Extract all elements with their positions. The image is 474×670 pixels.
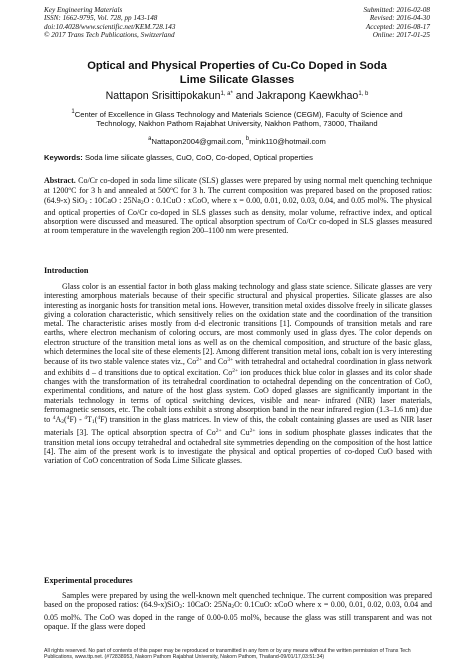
affiliation-line-1: Center of Excellence in Glass Technology and Materials Science (CEGM), Faculty of Science and [74,110,403,119]
email-b-sup: b [245,136,250,142]
intro-text-9: ( [94,415,98,425]
intro-text-3: with tetrahedral and octahedral coordination in glass network and exhibits d – d transitions due to optical excitation. Co [44,357,432,377]
intro-text-11: and Cu [221,428,250,438]
abstract-sub-1: 2 [84,199,88,206]
email-a-sup: a [148,136,152,142]
intro-sup-4: 4 [52,415,56,422]
abstract-sub-2: 2 [140,199,144,206]
journal-doi: doi:10.4028/www.scientific.net/KEM.728.143 [44,22,176,31]
introduction-heading: Introduction [44,266,89,275]
intro-text-2: and Co [202,357,228,367]
title-line-1: Optical and Physical Properties of Cu-Co Doped in Soda [87,60,387,72]
intro-sup-10: 2+ [215,428,222,435]
intro-sup-2: 3+ [227,357,234,364]
affiliation-sup: 1 [71,109,75,115]
abstract-label: Abstract. [44,176,76,185]
email-a[interactable]: Nattapon2004@gmail.com, [151,137,244,146]
intro-text-4: ion produces thick blue color in glasses and its color shade changes with the transformation of its tetrahedral coordination to octahedral depending on the concentration of CoO, experimental conditions, and nature of the host glass system. CoO doped glasses are significantly important in the materials technology in terms of optical switching devices, visible and near- infrared (NIR) laser materials, ferromagnetic sensors, etc. The cobalt ions exhibit a strong absorption band in the near infrared region (1.3–1.6 nm) due to [44,367,432,425]
author-2-sup: 1, b [358,91,369,97]
paper-title [40,60,434,87]
date-submitted: Submitted: 2016-02-08 [363,6,430,14]
intro-text-10: F) transition in the glass matrices. In view of this, the cobalt containing glasses are used as NIR laser materials [3]. The optical absorption spectra of Co [44,415,433,438]
journal-copyright: © 2017 Trans Tech Publications, Switzerland [44,30,175,39]
intro-sub-8: 1 [91,419,95,426]
intro-sup-6: 4 [66,415,70,422]
date-revised: Revised: 2016-04-30 [369,14,430,23]
date-accepted: Accepted: 2016-08-17 [365,22,430,31]
author-emails [40,135,434,146]
intro-sup-7: 4 [84,415,88,422]
experimental-paragraph [44,591,432,631]
abstract-text-5: O : 0.1CuO : xCoO, where x = 0.00, 0.01, 0.02, 0.03, 0.04, and 0.05 mol%. The physical and optical properties of Co/Cr co-doped in SLS glasses such as density, molar volume, refractive index, and optical absorption were discussed and measured. The optical absorption spectrum of Co/Cr co-doped in SLS glasses measured at room temperature in the wavelength region 200–1100 nm were presented. [44,195,432,236]
keywords-label: Keywords: [44,153,83,162]
introduction-paragraph [44,282,432,466]
intro-text-6: ( [64,415,67,425]
abstract [44,176,432,236]
copyright-footer: All rights reserved. No part of contents of this paper may be reproduced or transmitted in any form or by any means without the written permission of Trans Tech Publications, www.ttp.net. (#72838953, Nakorn Pathom Rajabhat University, Nakorn Pathom, Thailand-09/01/17,03:51:34) [44,648,411,661]
intro-text-5: A [55,415,62,425]
title-line-2: Lime Silicate Glasses [179,73,295,86]
abstract-text-2: C for 3 h and annealed at 500 [71,186,171,196]
exp-text-1: Samples were prepared by using the well-known melt quenched technique. The current composition was prepared based on the proposed ratios: (64.9-x)SiO [44,591,432,610]
date-online: Online: 2017-01-25 [372,30,430,39]
intro-sup-3: 2+ [232,367,239,374]
author-1-sup: 1, a* [220,91,233,97]
exp-sub-2: 2 [231,604,235,611]
abstract-text-3: C for 3 h. The current composition was prepared based on the proposed ratios: (64.9-x) SiO [44,186,433,205]
intro-sub-5: 2 [61,419,65,426]
affiliation [40,108,434,129]
abstract-text-1: Co/Cr co-doped in soda lime silicate (SLS) glasses were prepared by using normal melt quenching technique at 1200 [44,176,432,196]
author-1: Nattapon Srisittipokakun [105,90,221,102]
intro-text-1: Glass color is an essential factor in both glass making technology and glass state science. Silicate glasses are very interesting amorphous materials because of their specific structural and physical properties. Silicate glasses are also interesting as inorganic hosts for transition metal ions. However, transition metal oxides dissolve freely in silicate glasses giving a coloration characteristic, which sensitively relies on the oxidation state and the coordination of the transition metal. The characteristic arises mostly from d-d electronic transitions [1]. Compounds of transition metals and rare earths, where electron mechanism of coloring occurs, are most commonly used in glass dyes. The color depends on electron structure of the transition metal ions as well as on the chemical composition, and structure of the basic glass, which determines the local site of these elements [2]. Among different transition metal ions, cobalt ion is very interesting because of its two stable valence states viz., Co [44,282,432,367]
intro-sup-9: 4 [97,415,101,422]
abstract-text-4: : 10CaO : 25Na [87,195,141,205]
keywords-text: Soda lime silicate glasses, CuO, CoO, Co-doped, Optical properties [84,153,313,162]
exp-text-3: O: 0.1CuO: xCoO where x = 0.00, 0.01, 0.02, 0.03, 0.04 and 0.05 mol%. The CoO was doped in the range of 0.00-0.05 mol%, because the glass was still transparent and was not opaque. If the glass were doped [44,600,433,631]
journal-issn: ISSN: 1662-9795, Vol. 728, pp 143-148 [44,14,158,23]
journal-info [44,6,175,39]
intro-text-12: ions in sodium phosphate glasses indicates that the transition metal ions occupy tetrahedral and octahedral site symmetries depending on the composition of the host lattice [4]. The aim of the present work is to investigate the physical and optical properties of co-doped CuO based with variation of CoO concentration of Soda Lime Silicate glasses. [44,428,433,466]
abstract-sup-2: o [170,186,173,193]
abstract-sup-1: o [68,186,72,193]
affiliation-line-2: Technology, Nakhon Pathom Rajabhat University, Nakhon Pathom, 73000, Thailand [96,119,378,129]
intro-sup-1: 2+ [196,357,203,364]
intro-text-7: F) - [69,415,85,425]
experimental-heading: Experimental procedures [44,576,133,585]
intro-text-8: T [87,415,92,425]
email-b[interactable]: mink110@hotmail.com [249,137,326,146]
submission-dates [364,6,430,39]
author-joiner: and [235,90,254,102]
keywords-line [44,153,434,162]
exp-sub-1: 2 [179,604,183,611]
intro-sup-11: 2+ [249,428,256,435]
journal-name: Key Engineering Materials [44,6,123,14]
exp-text-2: : 10CaO: 25Na [182,600,232,610]
author-list [40,88,434,102]
author-2: Jakrapong Kaewkhao [256,90,359,102]
